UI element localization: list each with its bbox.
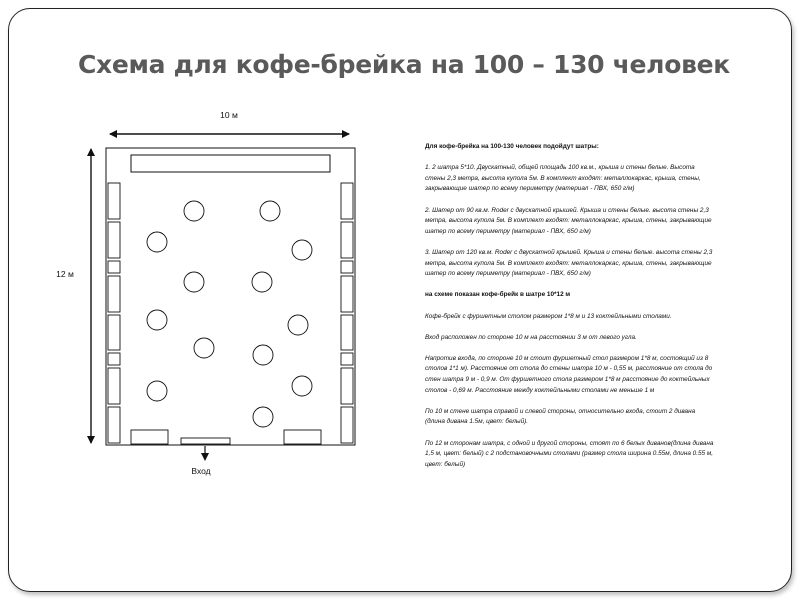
cocktail-table: [184, 272, 204, 292]
cocktail-table: [292, 376, 312, 396]
sofa-bottom-right: [284, 430, 321, 444]
sofa: [341, 183, 353, 219]
cocktail-table: [184, 201, 204, 221]
sofa: [108, 368, 120, 404]
description-heading: Для кофе-брейка на 100-130 человек подойдут шатры:: [425, 143, 599, 150]
cocktail-table: [253, 345, 273, 365]
cocktail-table: [194, 338, 214, 358]
sofa: [108, 222, 120, 258]
side-table: [341, 353, 353, 365]
cocktail-table: [147, 310, 167, 330]
description-paragraph: Вход расположен по стороне 10 м на расстоянии 3 м от левого угла.: [425, 333, 637, 341]
right-wall-furniture: [341, 183, 353, 443]
sofa: [108, 183, 120, 219]
tent-option-1: 1. 2 шатра 5*10. Двускатный, общей площадь 100 кв.м., крыша и стены белые. Высота стены 2,3 метра, высота купола 5м. В комплект входят: металлокаркас, крыша, стены, закрывающие шатер по всему периметру (материал - ПВХ, 650 г/м): [425, 164, 701, 193]
description-paragraph: Кофе-брейк с фуршетным столом размером 1*8 м и 13 коктейльными столами.: [425, 312, 672, 320]
side-table: [108, 353, 120, 365]
sofa: [108, 407, 120, 443]
cocktail-table: [292, 240, 312, 260]
sofa: [108, 276, 120, 312]
sofa: [341, 222, 353, 258]
tent-outline: [106, 148, 355, 445]
slide-title: Схема для кофе-брейка на 100 – 130 человек: [78, 50, 730, 79]
sofa: [108, 315, 120, 350]
cocktail-table: [252, 272, 272, 292]
tent-option-3: 3. Шатер от 120 кв.м. Roder с двускатной крышей. Крыша и стены белые. высота стены 2,3 метра, высота купола 5м. В комплект входят: металлокаркас, крыша, стены, закрывающие шатер по всему периметру (материал - ПВХ, 650 г/м): [425, 248, 713, 278]
cocktail-table: [147, 232, 167, 252]
description-paragraph: По 10 м стене шатра справой и слевой стороны, относительно входа, стоит 2 дивана (длина дивана 1.5м, цвет: белый).: [425, 407, 696, 426]
cocktail-table: [253, 407, 273, 427]
description-text: [425, 142, 715, 481]
entrance-label: Вход: [191, 466, 211, 476]
cocktail-table: [260, 201, 280, 221]
entrance-door: [181, 438, 230, 444]
sofa: [341, 407, 353, 443]
cocktail-table: [147, 381, 167, 401]
description-paragraph: Напротив входа, по стороне 10 м стоит фуршетный стол размером 1*8 м, состоящий из 8 столов 1*1 м). Расстояние от стола до стены шатра 10 м - 0,55 м, расстояние от стола до стен шатра 9 м - 0,9 м. От фуршетного стола размером 1*8 м расстояние до коктейльных столов - 0,69 м. Расстояние между коктейльными столами не меньше 1 м: [425, 354, 713, 394]
sofa: [341, 315, 353, 350]
sofa: [341, 276, 353, 312]
width-label: 10 м: [220, 110, 238, 120]
tent-option-2: 2. Шатер от 90 кв.м. Roder с двускатной крышей. Крыша и стены белые. высота стены 2,3 метра, высота купола 5м. В комплект входят: металлокаркас, крыша, стены, закрывающие шатер по всему периметру (материал - ПВХ, 650 г/м): [425, 206, 712, 235]
cocktail-tables: [147, 201, 312, 427]
left-wall-furniture: [108, 183, 120, 443]
side-table: [108, 261, 120, 273]
sofa-bottom-left: [131, 430, 168, 444]
sofa: [341, 368, 353, 404]
height-label: 12 м: [56, 269, 74, 279]
buffet-table: [131, 155, 330, 172]
description-paragraph: По 12 м сторонам шатра, с одной и другой стороны, стоят по 6 белых диванов(длина дивана 1,5 м, цвет: белый) с 2 подстановочными столами (размер стола ширина 0.55м, длина 0.55 м, цвет: белый): [425, 439, 714, 468]
side-table: [341, 261, 353, 273]
cocktail-table: [288, 315, 308, 335]
scheme-heading: на схеме показан кофе-брейк в шатре 10*12 м: [425, 291, 571, 299]
